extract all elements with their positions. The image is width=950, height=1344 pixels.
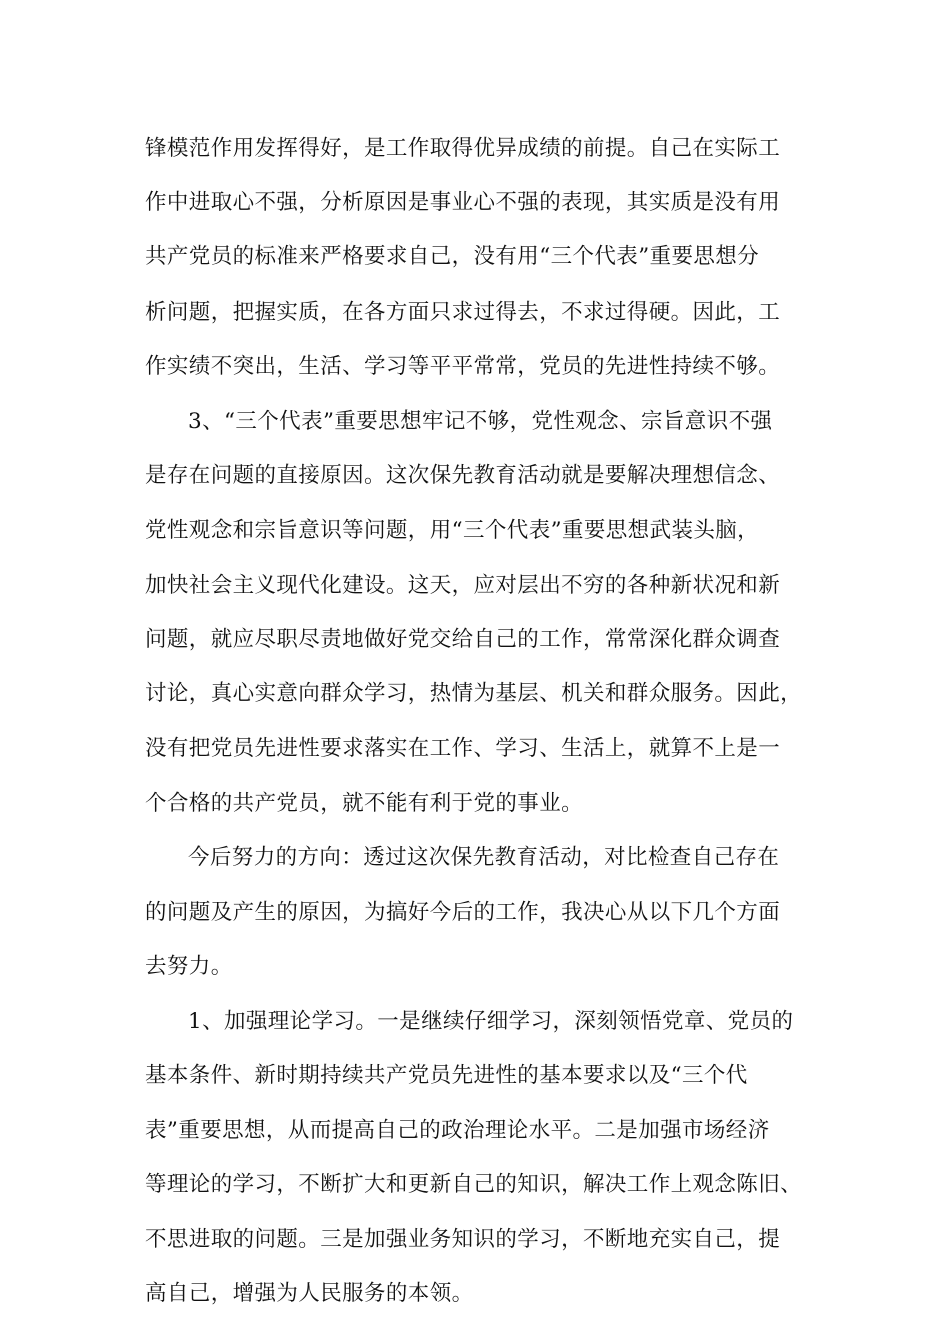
text-line: 去努力。 [145, 954, 233, 979]
text-line: 加快社会主义现代化建设。这天，应对层出不穷的各种新状况和新 [145, 573, 781, 598]
paragraph-start-line: 3、“三个代表”重要思想牢记不够，党性观念、宗旨意识不强 [188, 409, 773, 434]
text-line: 不思进取的问题。三是加强业务知识的学习，不断地充实自己，提 [145, 1227, 781, 1252]
text-line: 共产党员的标准来严格要求自己，没有用“三个代表”重要思想分 [145, 244, 760, 269]
text-line: 是存在问题的直接原因。这次保先教育活动就是要解决理想信念、 [145, 463, 781, 488]
text-line: 问题，就应尽职尽责地做好党交给自己的工作，常常深化群众调查 [145, 627, 781, 652]
text-line: 党性观念和宗旨意识等问题，用“三个代表”重要思想武装头脑， [145, 518, 760, 543]
text-line: 作实绩不突出，生活、学习等平平常常，党员的先进性持续不够。 [145, 354, 781, 379]
text-line: 个合格的共产党员，就不能有利于党的事业。 [145, 791, 584, 816]
text-line: 析问题，把握实质，在各方面只求过得去，不求过得硬。因此，工 [145, 300, 781, 325]
text-line: 高自己，增强为人民服务的本领。 [145, 1281, 474, 1306]
text-line: 作中进取心不强，分析原因是事业心不强的表现，其实质是没有用 [145, 190, 781, 215]
text-line: 基本条件、新时期持续共产党员先进性的基本要求以及“三个代 [145, 1063, 748, 1088]
text-line: 讨论，真心实意向群众学习，热情为基层、机关和群众服务。因此， [145, 681, 803, 706]
paragraph-start-line: 今后努力的方向：透过这次保先教育活动，对比检查自己存在 [188, 845, 780, 870]
text-line: 锋模范作用发挥得好，是工作取得优异成绩的前提。自己在实际工 [145, 136, 781, 161]
text-line: 没有把党员先进性要求落实在工作、学习、生活上，就算不上是一 [145, 736, 781, 761]
text-line: 等理论的学习，不断扩大和更新自己的知识，解决工作上观念陈旧、 [145, 1172, 803, 1197]
paragraph-start-line: 1、加强理论学习。一是继续仔细学习，深刻领悟党章、党员的 [188, 1009, 794, 1034]
text-line: 表”重要思想，从而提高自己的政治理论水平。二是加强市场经济 [145, 1118, 770, 1143]
text-line: 的问题及产生的原因，为搞好今后的工作，我决心从以下几个方面 [145, 900, 781, 925]
